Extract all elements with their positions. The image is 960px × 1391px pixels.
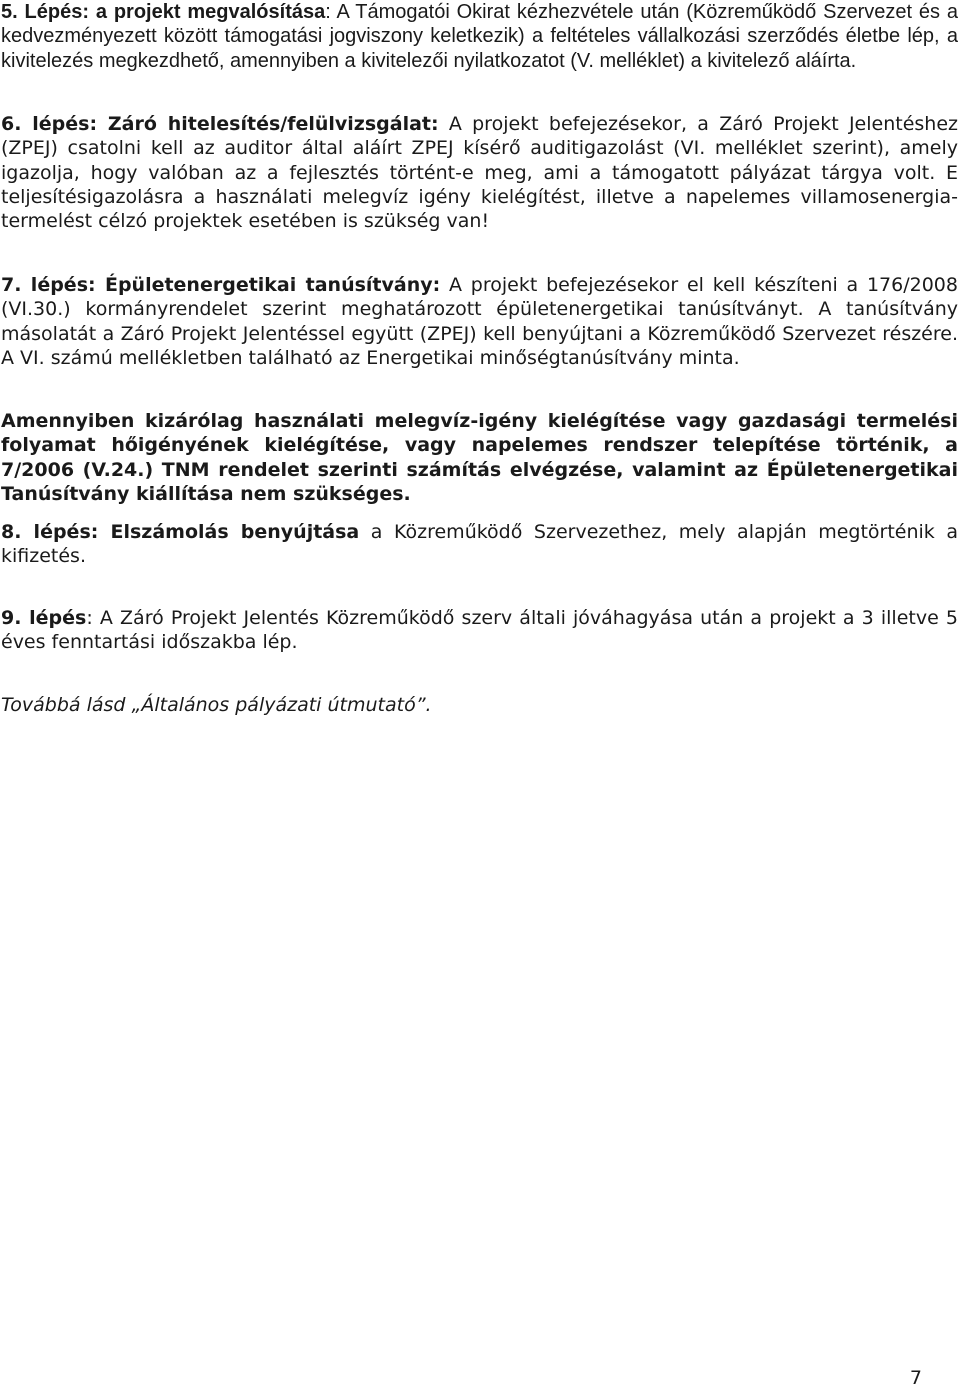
step7-paragraph xyxy=(1,273,958,370)
footer-note: Továbbá lásd „Általános pályázati útmutató”. xyxy=(1,694,432,716)
step6-label: 6. lépés: Záró hitelesítés/felülvizsgálat: xyxy=(1,113,439,135)
step6-paragraph xyxy=(1,112,958,233)
step8-paragraph xyxy=(1,520,958,569)
step9-label: 9. lépés xyxy=(1,607,87,629)
step9-text: : A Záró Projekt Jelentés Közreműködő szerv általi jóváhagyása után a projekt a 3 illetve 5 éves fenntartási időszakba lép. xyxy=(1,607,958,654)
step8-label: 8. lépés: Elszámolás benyújtása xyxy=(1,521,360,543)
step6-text: A projekt befejezésekor, a Záró Projekt Jelentéshez (ZPEJ) csatolni kell az auditor által aláírt ZPEJ kísérő auditigazolást (VI. melléklet szerint), amely igazolja, hogy valóban az a fejlesztés történt-e meg, ami a támogatott pályázat tárgya volt. E teljesítésigazolásra a használati melegvíz igény kielégítést, illetve a napelemes villamosenergia-termelést célzó projektek esetében is szükség van! xyxy=(1,113,958,233)
page-number: 7 xyxy=(909,1367,922,1389)
notice-paragraph: Amennyiben kizárólag használati melegvíz-igény kielégítése vagy gazdasági termelési folyamat hőigényének kielégítése, vagy napelemes rendszer telepítése történik, a 7/2006 (V.24.) TNM rendelet szerinti számítás elvégzése, valamint az Épületenergetikai Tanúsítvány kiállítása nem szükséges. xyxy=(1,410,958,505)
step7-text: A projekt befejezésekor el kell készíteni a 176/2008 (VI.30.) kormányrendelet szerint meghatározott épületenergetikai tanúsítványt. A tanúsítvány másolatát a Záró Projekt Jelentéssel együtt (ZPEJ) kell benyújtani a Közreműködő Szervezet részére. A VI. számú mellékletben található az Energetikai minőségtanúsítvány minta. xyxy=(1,274,958,369)
step8-text: a Közreműködő Szervezethez, mely alapján megtörténik a kifizetés. xyxy=(1,521,958,568)
step5-paragraph xyxy=(1,0,958,73)
step9-paragraph xyxy=(1,606,958,655)
step5-text: : A Támogatói Okirat kézhezvétele után (Közreműködő Szervezet és a kedvezményezett között támogatási jogviszony keletkezik) a feltételes vállalkozási szerződés életbe lép, a kivitelezés megkezdhető, amennyiben a kivitelezői nyilatkozatot (V. melléklet) a kivitelező aláírta. xyxy=(1,1,958,72)
step5-label: 5. Lépés: a projekt megvalósítása xyxy=(1,1,326,23)
step7-label: 7. lépés: Épületenergetikai tanúsítvány: xyxy=(1,274,441,296)
